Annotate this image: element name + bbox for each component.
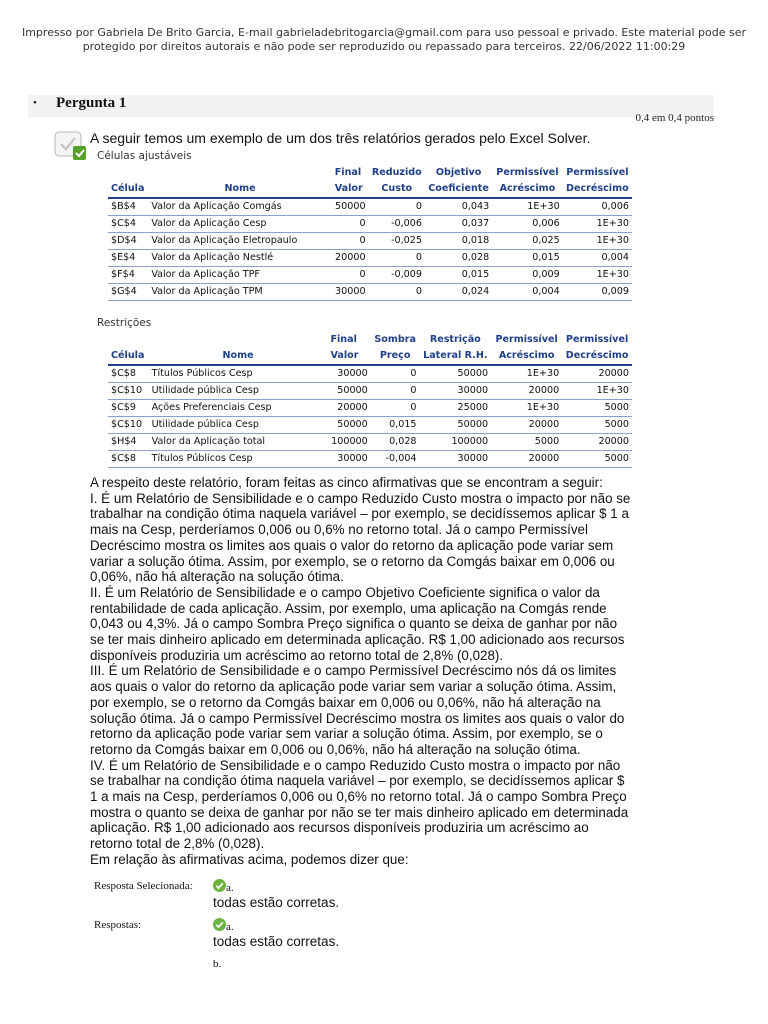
header-cell: Lateral R.H. — [420, 348, 492, 365]
table-cell: $B$4 — [108, 198, 148, 216]
table-row — [108, 284, 632, 301]
table-cell: 0 — [371, 365, 420, 383]
header-cell: Final — [334, 167, 362, 178]
table-cell: Valor da Aplicação Eletropaulo — [148, 233, 331, 250]
table-cell: -0,009 — [369, 267, 425, 284]
table-cell: 0,015 — [492, 250, 563, 267]
header-cell: Final — [330, 334, 357, 345]
constraints-label: Restrições — [97, 317, 152, 329]
table-cell: 100000 — [327, 434, 370, 451]
statement-line: disponíveis produziria um acréscimo ao retorno total de 2,8% (0,028). — [90, 647, 504, 663]
print-notice — [0, 26, 768, 54]
table-cell: Títulos Públicos Cesp — [149, 365, 328, 383]
table-cell: Valor da Aplicação TPM — [148, 284, 331, 301]
header-cell: Custo — [369, 181, 425, 198]
statement-line: 1 a mais na Cesp, perderíamos 0,006 ou 0,6% no retorno total. Já o campo Sombra Preço — [90, 789, 627, 805]
table-header-row-top — [108, 165, 632, 181]
correct-check-icon — [213, 879, 226, 892]
table-cell: 1E+30 — [563, 216, 632, 233]
header-cell: Objetivo — [435, 167, 482, 178]
table-cell: 25000 — [420, 400, 492, 417]
table-row — [108, 400, 632, 417]
header-cell: Preço — [371, 348, 420, 365]
statement-line: retorno da Comgás baixar em 0,006 ou 0,06%, não há alteração na solução ótima. — [90, 741, 581, 757]
table-cell: $G$4 — [108, 284, 148, 301]
table-cell: 0 — [332, 233, 369, 250]
question-title: Pergunta 1 — [56, 95, 127, 111]
table-cell: 0 — [369, 284, 425, 301]
table-cell: 0,043 — [425, 198, 492, 216]
statement-line: II. É um Relatório de Sensibilidade e o campo Objetivo Coeficiente significa o valor da — [90, 584, 600, 600]
statement-line: solução ótima. Já o campo Permissível Decréscimo mostra os limites aos quais o valor do — [90, 710, 625, 726]
table-cell: 0 — [371, 383, 420, 400]
selected-answer-letter: a. — [226, 882, 234, 894]
table-cell: $D$4 — [108, 233, 148, 250]
header-cell: Valor — [327, 348, 370, 365]
header-cell: Permissível — [495, 334, 558, 345]
header-cell: Célula — [108, 181, 148, 198]
table-cell: Valor da Aplicação Nestlé — [148, 250, 331, 267]
table-cell: 30000 — [327, 451, 370, 468]
statement-line: aplicação. R$ 1,00 adicionado aos recursos disponíveis produziria um acréscimo ao — [90, 820, 589, 836]
table-cell: 20000 — [562, 434, 632, 451]
table-cell: -0,006 — [369, 216, 425, 233]
statement-line: Em relação às afirmativas acima, podemos dizer que: — [90, 851, 409, 867]
table-cell: 50000 — [327, 417, 370, 434]
table-cell: 50000 — [327, 383, 370, 400]
table-cell: $C$8 — [108, 451, 149, 468]
table-cell: 5000 — [491, 434, 562, 451]
bullet: • — [33, 97, 37, 109]
table-cell: Valor da Aplicação Comgás — [148, 198, 331, 216]
constraints-table — [108, 332, 632, 468]
print-notice-line-2: protegido por direitos autorais e não pode ser reproduzido ou repassado para terceiros. 22/06/2022 11:00:29 — [82, 40, 686, 53]
header-cell: Sombra — [374, 334, 416, 345]
statement-line: A respeito deste relatório, foram feitas as cinco afirmativas que se encontram a seguir: — [90, 475, 603, 490]
statement-line: I. É um Relatório de Sensibilidade e o campo Reduzido Custo mostra o impacto por não se — [90, 490, 631, 506]
table-cell: Títulos Públicos Cesp — [149, 451, 328, 468]
table-cell: 50000 — [420, 417, 492, 434]
table-row — [108, 250, 632, 267]
header-cell: Valor — [332, 181, 369, 198]
table-cell: 1E+30 — [491, 365, 562, 383]
adjustable-cells-table — [108, 165, 632, 301]
table-cell: 1E+30 — [562, 383, 632, 400]
statement-line: retorno da aplicação pode variar sem variar a solução ótima. Assim, por exemplo, se o — [90, 726, 603, 742]
header-cell: Reduzido — [371, 167, 422, 178]
table-cell: 0 — [332, 216, 369, 233]
table-row — [108, 216, 632, 233]
table-cell: 30000 — [332, 284, 369, 301]
table-row — [108, 267, 632, 284]
statement-line: mostra o quanto se deixa de ganhar por não se ter mais dinheiro aplicado em determinada — [90, 804, 629, 820]
statement-line: 0,043 ou 4,3%. Já o campo Sombra Preço significa o quanto se deixa de ganhar por não — [90, 616, 618, 632]
table-cell: 0,006 — [492, 216, 563, 233]
table-cell: 1E+30 — [563, 233, 632, 250]
header-cell: Acréscimo — [492, 181, 563, 198]
statement-line: 0,06%, não há alteração na solução ótima. — [90, 569, 344, 585]
table-cell: Valor da Aplicação TPF — [148, 267, 331, 284]
table-cell: 20000 — [562, 365, 632, 383]
table-cell: 0,004 — [492, 284, 563, 301]
header-cell: Nome — [148, 181, 331, 198]
table-cell: 0,009 — [563, 284, 632, 301]
table-cell: Utilidade pública Cesp — [149, 417, 328, 434]
table-cell: 0,028 — [371, 434, 420, 451]
question-status-icon — [54, 131, 87, 161]
header-cell: Permissível — [496, 167, 559, 178]
header-cell: Célula — [108, 348, 149, 365]
header-cell: Decréscimo — [562, 348, 632, 365]
table-cell: 0 — [369, 198, 425, 216]
table-cell: 0,018 — [425, 233, 492, 250]
table-cell: 0,037 — [425, 216, 492, 233]
answer-b-letter: b. — [213, 958, 222, 970]
table-cell: 100000 — [420, 434, 492, 451]
table-header-row-top — [108, 332, 632, 348]
table-cell: $C$10 — [108, 417, 149, 434]
table-cell: $F$4 — [108, 267, 148, 284]
table-cell: 20000 — [327, 400, 370, 417]
statement-line: mais na Cesp, perderíamos 0,006 ou 0,6% no retorno total. Já o campo Permissível — [90, 522, 588, 538]
table-cell: 0,004 — [563, 250, 632, 267]
table-cell: 20000 — [491, 451, 562, 468]
header-cell: Permissível — [566, 167, 629, 178]
adjustable-cells-label: Células ajustáveis — [97, 150, 192, 162]
table-cell: -0,004 — [371, 451, 420, 468]
table-row — [108, 383, 632, 400]
header-cell — [149, 332, 328, 348]
table-cell: 5000 — [562, 400, 632, 417]
table-cell: 0,024 — [425, 284, 492, 301]
table-cell: 1E+30 — [492, 198, 563, 216]
table-cell: $C$9 — [108, 400, 149, 417]
answer-a-text: todas estão corretas. — [213, 934, 340, 949]
table-cell: 0,015 — [425, 267, 492, 284]
table-cell: 0 — [332, 267, 369, 284]
table-header-row-bottom — [108, 181, 632, 198]
table-cell: 50000 — [420, 365, 492, 383]
statement-line: rentabilidade de cada aplicação. Assim, por exemplo, uma aplicação na Comgás rende — [90, 600, 607, 616]
table-cell: $E$4 — [108, 250, 148, 267]
table-cell: 0,028 — [425, 250, 492, 267]
table-cell: 20000 — [491, 417, 562, 434]
header-cell — [108, 165, 148, 181]
table-cell: 20000 — [491, 383, 562, 400]
table-cell: 5000 — [562, 417, 632, 434]
table-cell: Valor da Aplicação Cesp — [148, 216, 331, 233]
header-cell: Decréscimo — [563, 181, 632, 198]
table-cell: $C$4 — [108, 216, 148, 233]
question-points: 0,4 em 0,4 pontos — [635, 112, 714, 124]
selected-answer-text: todas estão corretas. — [213, 895, 340, 910]
table-cell: 0,006 — [563, 198, 632, 216]
table-cell: Utilidade pública Cesp — [149, 383, 328, 400]
statement-line: III. É um Relatório de Sensibilidade e o campo Permissível Decréscimo nós dá os limites — [90, 663, 617, 679]
header-cell: Coeficiente — [425, 181, 492, 198]
header-cell: Restrição — [429, 334, 481, 345]
table-cell: 5000 — [562, 451, 632, 468]
header-cell: Acréscimo — [491, 348, 562, 365]
answer-a-letter: a. — [226, 921, 234, 933]
header-cell: Permissível — [565, 334, 629, 345]
header-cell — [148, 165, 331, 181]
statement-line: se ter mais dinheiro aplicado em determinada aplicação. R$ 1,00 adicionado aos recursos — [90, 632, 625, 648]
table-cell: 30000 — [420, 383, 492, 400]
table-cell: 0,009 — [492, 267, 563, 284]
table-cell: 1E+30 — [563, 267, 632, 284]
table-row — [108, 233, 632, 250]
statement-line: aos quais o valor do retorno da aplicação pode variar sem variar a solução ótima. Assim, — [90, 679, 617, 695]
header-cell — [108, 332, 149, 348]
selected-answer-label: Resposta Selecionada: — [94, 880, 193, 892]
correct-check-icon — [213, 918, 226, 931]
table-cell: 1E+30 — [491, 400, 562, 417]
statement-line: por exemplo, se o retorno da Comgás baixar em 0,006 ou 0,06%, não há alteração na — [90, 694, 601, 710]
table-cell: -0,025 — [369, 233, 425, 250]
table-cell: Ações Preferenciais Cesp — [149, 400, 328, 417]
table-cell: $C$8 — [108, 365, 149, 383]
statement-line: se trabalhar na condição ótima naquela variável – por exemplo, se decidíssemos aplicar $ — [90, 773, 625, 789]
table-cell: Valor da Aplicação total — [149, 434, 328, 451]
table-cell: 20000 — [332, 250, 369, 267]
table-header-row-bottom — [108, 348, 632, 365]
answers-label: Respostas: — [94, 919, 142, 931]
statement-line: Decréscimo mostra os limites aos quais o valor do retorno da aplicação pode variar sem — [90, 537, 614, 553]
table-cell: $C$10 — [108, 383, 149, 400]
table-row — [108, 365, 632, 383]
question-header-bar — [28, 95, 714, 117]
table-row — [108, 434, 632, 451]
table-row — [108, 451, 632, 468]
table-cell: 50000 — [332, 198, 369, 216]
header-cell: Nome — [149, 348, 328, 365]
table-cell: 0,015 — [371, 417, 420, 434]
table-cell: 30000 — [327, 365, 370, 383]
statement-line: IV. É um Relatório de Sensibilidade e o campo Reduzido Custo mostra o impacto por não — [90, 757, 621, 773]
table-cell: 0 — [369, 250, 425, 267]
table-cell: 30000 — [420, 451, 492, 468]
table-row — [108, 198, 632, 216]
table-cell: 0 — [371, 400, 420, 417]
table-row — [108, 417, 632, 434]
statement-line: variar a solução ótima. Assim, por exemplo, se o retorno da Comgás baixar em 0,006 ou — [90, 553, 615, 569]
statement-line: trabalhar na condição ótima naquela variável – por exemplo, se decidíssemos aplicar $ 1 a — [90, 506, 629, 522]
table-cell: $H$4 — [108, 434, 149, 451]
question-intro: A seguir temos um exemplo de um dos três relatórios gerados pelo Excel Solver. — [90, 130, 591, 146]
print-notice-line-1: Impresso por Gabriela De Brito Garcia, E-mail gabrieladebritogarcia@gmail.com para uso pessoal e privado. Este material pode ser — [21, 26, 747, 39]
table-cell: 0,025 — [492, 233, 563, 250]
question-statements — [90, 475, 686, 868]
statement-line: retorno total de 2,8% (0,028). — [90, 836, 265, 852]
